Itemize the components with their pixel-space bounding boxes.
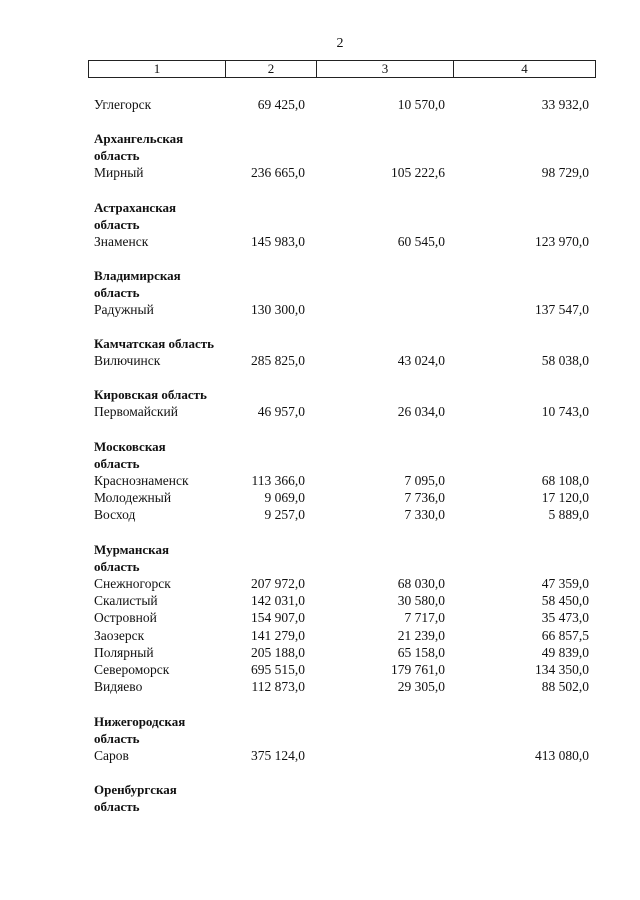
- value-col-3: 26 034,0: [397, 404, 445, 420]
- city-name: Радужный: [94, 301, 154, 317]
- city-name: Знаменск: [94, 233, 149, 249]
- value-col-2: 207 972,0: [251, 575, 305, 591]
- table-row: [0, 644, 640, 661]
- value-col-3: 30 580,0: [397, 592, 445, 608]
- value-col-3: 105 222,6: [391, 165, 445, 181]
- city-name: Краснознаменск: [94, 472, 189, 488]
- region-group: [0, 199, 640, 250]
- value-col-3: 179 761,0: [391, 662, 445, 678]
- city-name: Скалистый: [94, 592, 158, 608]
- value-col-2: 9 257,0: [264, 507, 305, 523]
- value-col-4: 98 729,0: [541, 165, 589, 181]
- value-col-2: 142 031,0: [251, 592, 305, 608]
- table-row: [0, 96, 640, 113]
- city-name: Восход: [94, 507, 136, 523]
- city-name: Первомайский: [94, 404, 178, 420]
- value-col-4: 58 450,0: [541, 592, 589, 608]
- table-row: [0, 164, 640, 181]
- value-col-2: 113 366,0: [251, 472, 305, 488]
- region-heading: Камчатская область: [94, 336, 214, 352]
- city-name: Вилючинск: [94, 353, 161, 369]
- value-col-2: 69 425,0: [257, 97, 305, 112]
- table-row: [0, 233, 640, 250]
- value-col-3: 29 305,0: [397, 679, 445, 695]
- table-row: [0, 609, 640, 626]
- value-col-4: 17 120,0: [541, 490, 589, 506]
- value-col-2: 236 665,0: [251, 165, 305, 181]
- value-col-4: 5 889,0: [548, 507, 589, 523]
- value-col-3: 60 545,0: [397, 233, 445, 249]
- region-group: [0, 781, 640, 815]
- value-col-4: 10 743,0: [541, 404, 589, 420]
- value-col-2: 145 983,0: [251, 233, 305, 249]
- region-heading: Астраханская область: [94, 199, 177, 232]
- value-col-2: 154 907,0: [251, 610, 305, 626]
- value-col-4: 58 038,0: [541, 353, 589, 369]
- column-header-row: [88, 60, 596, 78]
- value-col-2: 375 124,0: [251, 747, 305, 763]
- region-group: [0, 438, 640, 524]
- table-row: [0, 747, 640, 764]
- value-col-2: 285 825,0: [251, 353, 305, 369]
- value-col-2: 9 069,0: [264, 490, 305, 506]
- region-heading: Оренбургская область: [94, 782, 177, 815]
- column-header-3: 3: [317, 61, 454, 77]
- region-heading: Мурманская область: [94, 541, 169, 574]
- page-number: 2: [336, 36, 344, 51]
- region-group: [0, 541, 640, 696]
- city-name: Мирный: [94, 165, 144, 181]
- value-col-4: 68 108,0: [541, 472, 589, 488]
- value-col-4: 47 359,0: [541, 575, 589, 591]
- value-col-2: 130 300,0: [251, 301, 305, 317]
- table-row: [0, 678, 640, 695]
- region-group: [0, 335, 640, 369]
- city-name: Молодежный: [94, 490, 172, 506]
- value-col-2: 141 279,0: [251, 627, 305, 643]
- value-col-3: 7 095,0: [404, 472, 445, 488]
- value-col-3: 10 570,0: [397, 97, 445, 112]
- city-name: Саров: [94, 747, 129, 763]
- table-row: [0, 403, 640, 420]
- value-col-4: 123 970,0: [535, 233, 589, 249]
- value-col-2: 695 515,0: [251, 662, 305, 678]
- value-col-3: 43 024,0: [397, 353, 445, 369]
- value-col-3: 7 330,0: [404, 507, 445, 523]
- value-col-4: 413 080,0: [535, 747, 589, 763]
- table-row: [0, 472, 640, 489]
- region-heading: Архангельская область: [94, 131, 184, 164]
- table-body: [0, 96, 640, 832]
- table-row: [0, 661, 640, 678]
- value-col-3: 65 158,0: [397, 644, 445, 660]
- region-heading: Московская область: [94, 438, 166, 471]
- table-row: [0, 592, 640, 609]
- column-header-4: 4: [521, 61, 528, 76]
- value-col-2: 46 957,0: [257, 404, 305, 420]
- table-row: [0, 506, 640, 523]
- value-col-3: 7 717,0: [404, 610, 445, 626]
- value-col-2: 112 873,0: [251, 679, 305, 695]
- value-col-2: 205 188,0: [251, 644, 305, 660]
- column-header-1: 1: [89, 61, 226, 77]
- region-group: [0, 267, 640, 318]
- value-col-3: 21 239,0: [397, 627, 445, 643]
- city-name: Полярный: [94, 644, 154, 660]
- table-row: [0, 301, 640, 318]
- region-heading: Владимирская область: [94, 267, 181, 300]
- value-col-3: 68 030,0: [397, 575, 445, 591]
- city-name: Островной: [94, 610, 157, 626]
- region-group: [0, 713, 640, 764]
- value-col-4: 49 839,0: [541, 644, 589, 660]
- table-row: [0, 489, 640, 506]
- value-col-4: 66 857,5: [541, 627, 589, 643]
- value-col-3: 7 736,0: [404, 490, 445, 506]
- region-group: [0, 96, 640, 113]
- table-row: [0, 352, 640, 369]
- city-name: Снежногорск: [94, 575, 171, 591]
- table-row: [0, 627, 640, 644]
- city-name: Видяево: [94, 679, 143, 695]
- value-col-4: 35 473,0: [541, 610, 589, 626]
- city-name: Углегорск: [94, 97, 152, 112]
- value-col-4: 137 547,0: [535, 301, 589, 317]
- city-name: Заозерск: [94, 627, 145, 643]
- region-heading: Кировская область: [94, 387, 207, 403]
- table-row: [0, 575, 640, 592]
- value-col-4: 134 350,0: [535, 662, 589, 678]
- value-col-4: 88 502,0: [541, 679, 589, 695]
- region-heading: Нижегородская область: [94, 713, 186, 746]
- city-name: Североморск: [94, 662, 170, 678]
- region-group: [0, 386, 640, 420]
- column-header-2: 2: [226, 61, 317, 77]
- value-col-4: 33 932,0: [541, 97, 589, 112]
- region-group: [0, 130, 640, 181]
